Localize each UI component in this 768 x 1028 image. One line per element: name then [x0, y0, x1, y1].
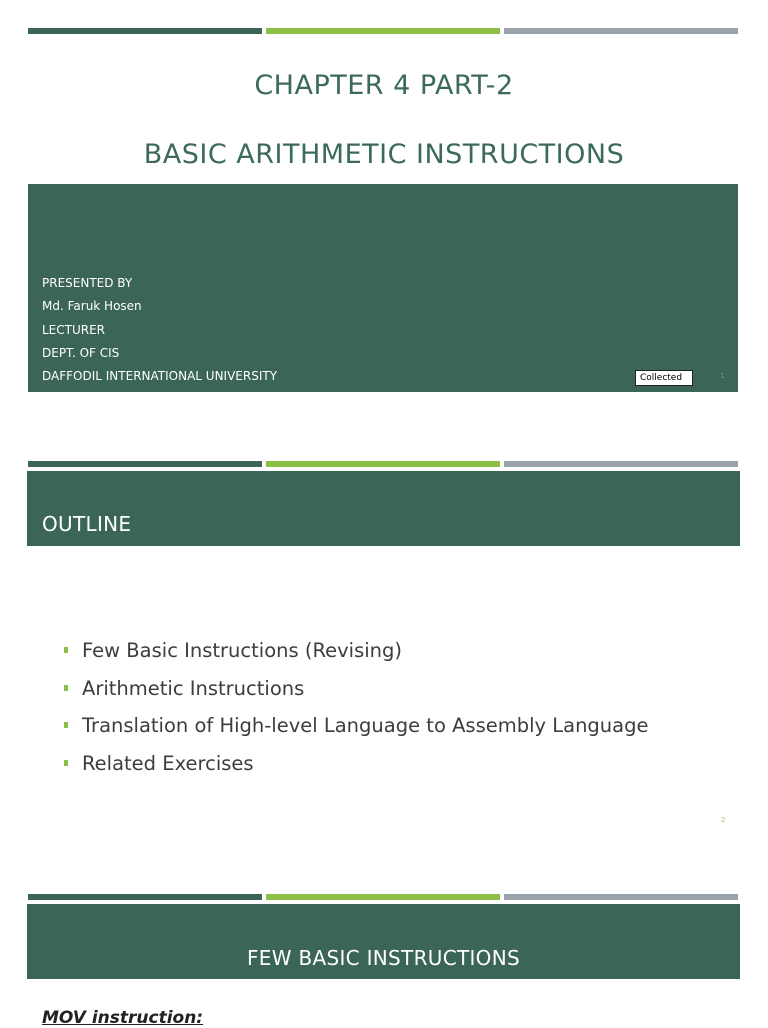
list-item-text: Few Basic Instructions (Revising) [82, 639, 402, 662]
slide3-top-bars [28, 894, 738, 900]
presenter-info [42, 272, 277, 388]
slide1-top-bars [28, 28, 738, 34]
slide3-title: FEW BASIC INSTRUCTIONS [247, 946, 520, 970]
presenter-name: Md. Faruk Hosen [42, 299, 142, 314]
slide1-presenter-panel [28, 184, 738, 392]
page-number: 1 [720, 372, 725, 380]
slide2-top-bars [28, 461, 738, 467]
bar-dark [28, 894, 262, 900]
bar-dark [28, 461, 262, 467]
bar-gray [504, 894, 738, 900]
presenter-line: PRESENTED BY [42, 276, 133, 290]
bar-green [266, 461, 500, 467]
presenter-position: LECTURER [42, 322, 106, 337]
list-item-text: Arithmetic Instructions [82, 676, 305, 700]
mov-instruction-heading: MOV instruction: [42, 1008, 204, 1028]
slide3-title-band [27, 904, 740, 979]
bar-gray [504, 461, 738, 467]
bullet-marker [64, 722, 68, 728]
list-item [64, 632, 649, 670]
outline-list [64, 632, 649, 782]
list-item-text: Related Exercises [82, 751, 254, 775]
page-number: 2 [721, 816, 726, 824]
bullet-marker [64, 685, 68, 691]
outline-title: OUTLINE [42, 512, 132, 536]
presenter-department: DEPT. OF CIS [42, 345, 120, 360]
slide1-title: CHAPTER 4 PART-2 [254, 70, 514, 101]
bar-gray [504, 28, 738, 34]
list-item [64, 670, 649, 708]
collected-stamp: Collected [635, 370, 693, 386]
bar-dark [28, 28, 262, 34]
bullet-marker [64, 760, 68, 766]
list-item-text: Translation of High-level Language to Assembly Language [82, 714, 649, 737]
list-item [64, 745, 649, 783]
slide1-subtitle: BASIC ARITHMETIC INSTRUCTIONS [143, 139, 625, 170]
bar-green [266, 28, 500, 34]
bullet-marker [64, 647, 68, 653]
bar-green [266, 894, 500, 900]
presenter-university: DAFFODIL INTERNATIONAL UNIVERSITY [42, 369, 278, 384]
slide2-title-band [27, 471, 740, 546]
list-item [64, 707, 649, 745]
